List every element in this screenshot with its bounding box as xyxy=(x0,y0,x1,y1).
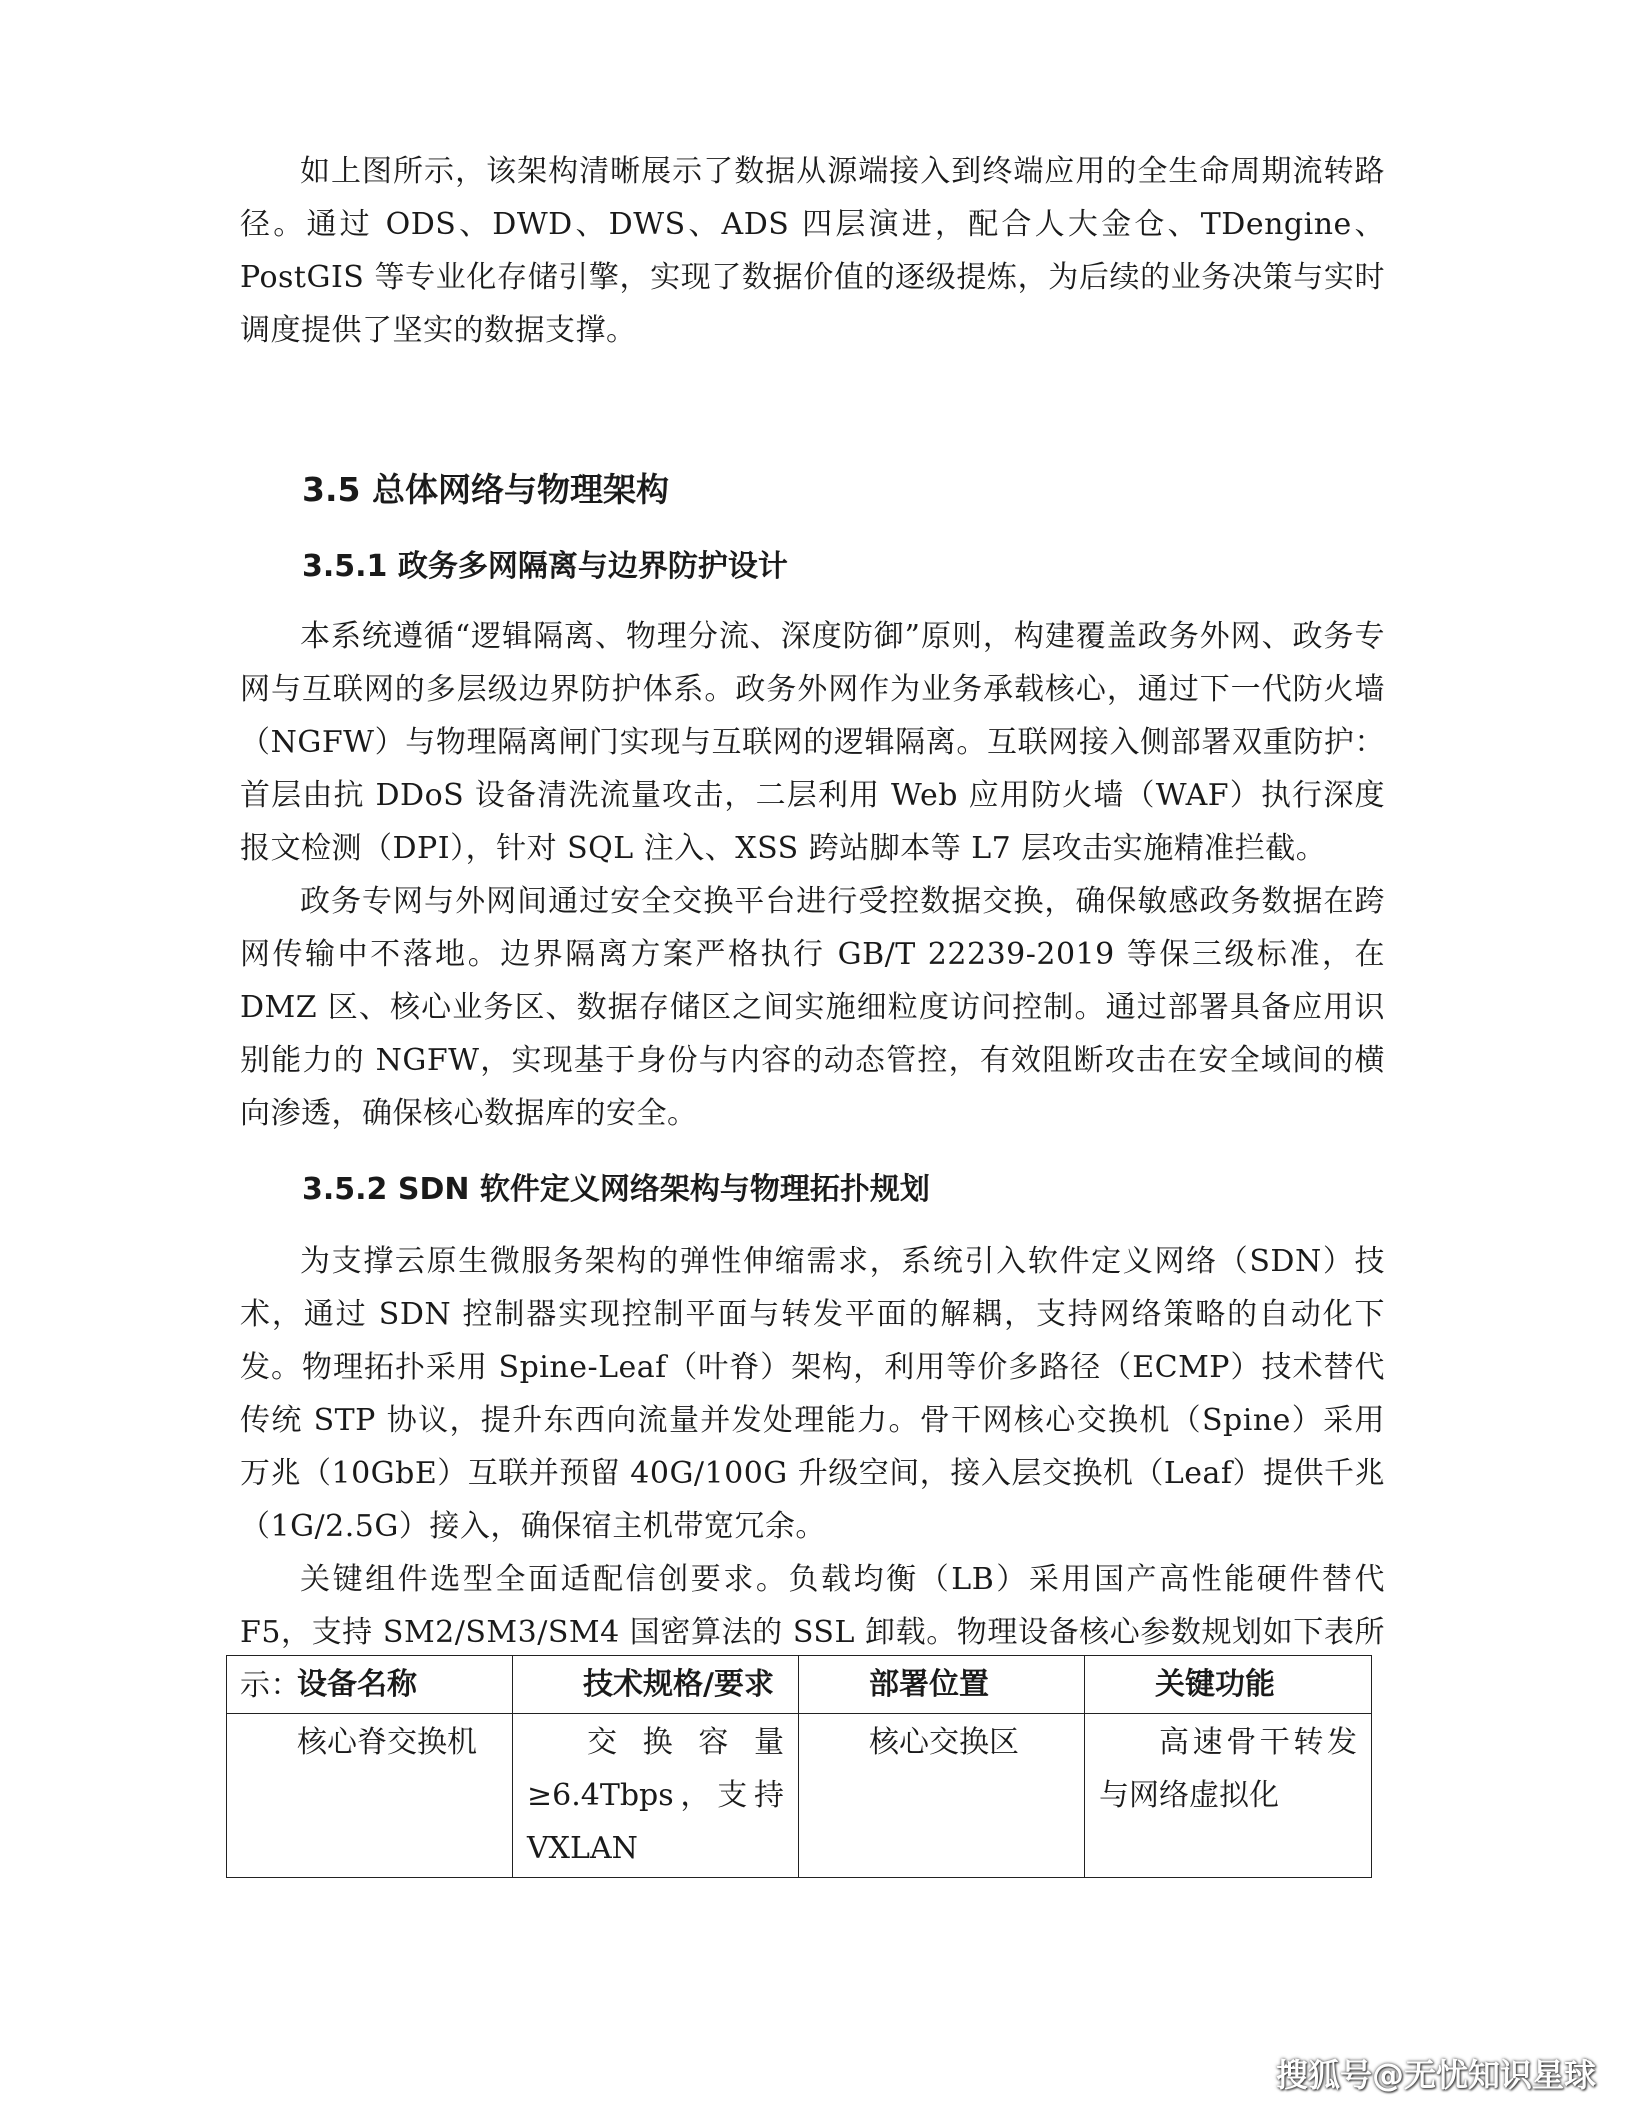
paragraph-352-a: 为支撑云原生微服务架构的弹性伸缩需求，系统引入软件定义网络（SDN）技术，通过 SDN 控制器实现控制平面与转发平面的解耦，支持网络策略的自动化下发。物理拓扑采用 Spine-Leaf（叶脊）架构，利用等价多路径（ECMP）技术替代传统 STP 协议，提升东西向流量并发处理能力。骨干网核心交换机（Spine）采用万兆（10GbE）互联并预留 40G/100G 升级空间，接入层交换机（Leaf）提供千兆（1G/2.5G）接入，确保宿主机带宽冗余。 xyxy=(240,1244,1385,1544)
paragraph-351-b: 政务专网与外网间通过安全交换平台进行受控数据交换，确保敏感政务数据在跨网传输中不落地。边界隔离方案严格执行 GB/T 22239-2019 等保三级标准，在 DMZ 区、核心业务区、数据存储区之间实施细粒度访问控制。通过部署具备应用识别能力的 NGFW，实现基于身份与内容的动态管控，有效阻断攻击在安全域间的横向渗透，确保核心数据库的安全。 xyxy=(240,884,1385,1131)
table-header-function: 关键功能 xyxy=(1085,1656,1372,1714)
table-header-spec: 技术规格/要求 xyxy=(513,1656,799,1714)
table-cell-location: 核心交换区 xyxy=(799,1714,1085,1878)
section-3-5-heading: 3.5 总体网络与物理架构 xyxy=(302,470,669,509)
table-header-device-name: 设备名称 xyxy=(227,1656,513,1714)
table-row xyxy=(227,1714,1372,1878)
section-3-5-1-body xyxy=(240,610,1385,1140)
watermark: 搜狐号@无忧知识星球 xyxy=(1275,2056,1596,2094)
table-cell-function: 高速骨干转发与网络虚拟化 xyxy=(1085,1714,1372,1878)
section-3-5-1-heading: 3.5.1 政务多网隔离与边界防护设计 xyxy=(302,549,788,584)
intro-paragraph: 如上图所示，该架构清晰展示了数据从源端接入到终端应用的全生命周期流转路径。通过 ODS、DWD、DWS、ADS 四层演进，配合人大金仓、TDengine、PostGIS 等专业化存储引擎，实现了数据价值的逐级提炼，为后续的业务决策与实时调度提供了坚实的数据支撑。 xyxy=(240,154,1385,348)
table-header-location: 部署位置 xyxy=(799,1656,1085,1714)
paragraph-352-b: 关键组件选型全面适配信创要求。负载均衡（LB）采用国产高性能硬件替代 F5，支持 SM2/SM3/SM4 国密算法的 SSL 卸载。物理设备核心参数规划如下表所示： xyxy=(240,1562,1385,1703)
table-cell-device-name: 核心脊交换机 xyxy=(227,1714,513,1878)
intro-paragraph-block xyxy=(240,145,1385,357)
equipment-spec-table xyxy=(226,1655,1372,1878)
section-3-5-2-heading: 3.5.2 SDN 软件定义网络架构与物理拓扑规划 xyxy=(302,1172,930,1207)
table-cell-spec: 交换容量≥6.4Tbps，支持 VXLAN xyxy=(513,1714,799,1878)
paragraph-351-a: 本系统遵循“逻辑隔离、物理分流、深度防御”原则，构建覆盖政务外网、政务专网与互联网的多层级边界防护体系。政务外网作为业务承载核心，通过下一代防火墙（NGFW）与物理隔离闸门实现与互联网的逻辑隔离。互联网接入侧部署双重防护：首层由抗 DDoS 设备清洗流量攻击，二层利用 Web 应用防火墙（WAF）执行深度报文检测（DPI），针对 SQL 注入、XSS 跨站脚本等 L7 层攻击实施精准拦截。 xyxy=(240,619,1385,866)
table-header-row xyxy=(227,1656,1372,1714)
section-3-5-2-body xyxy=(240,1235,1385,1712)
